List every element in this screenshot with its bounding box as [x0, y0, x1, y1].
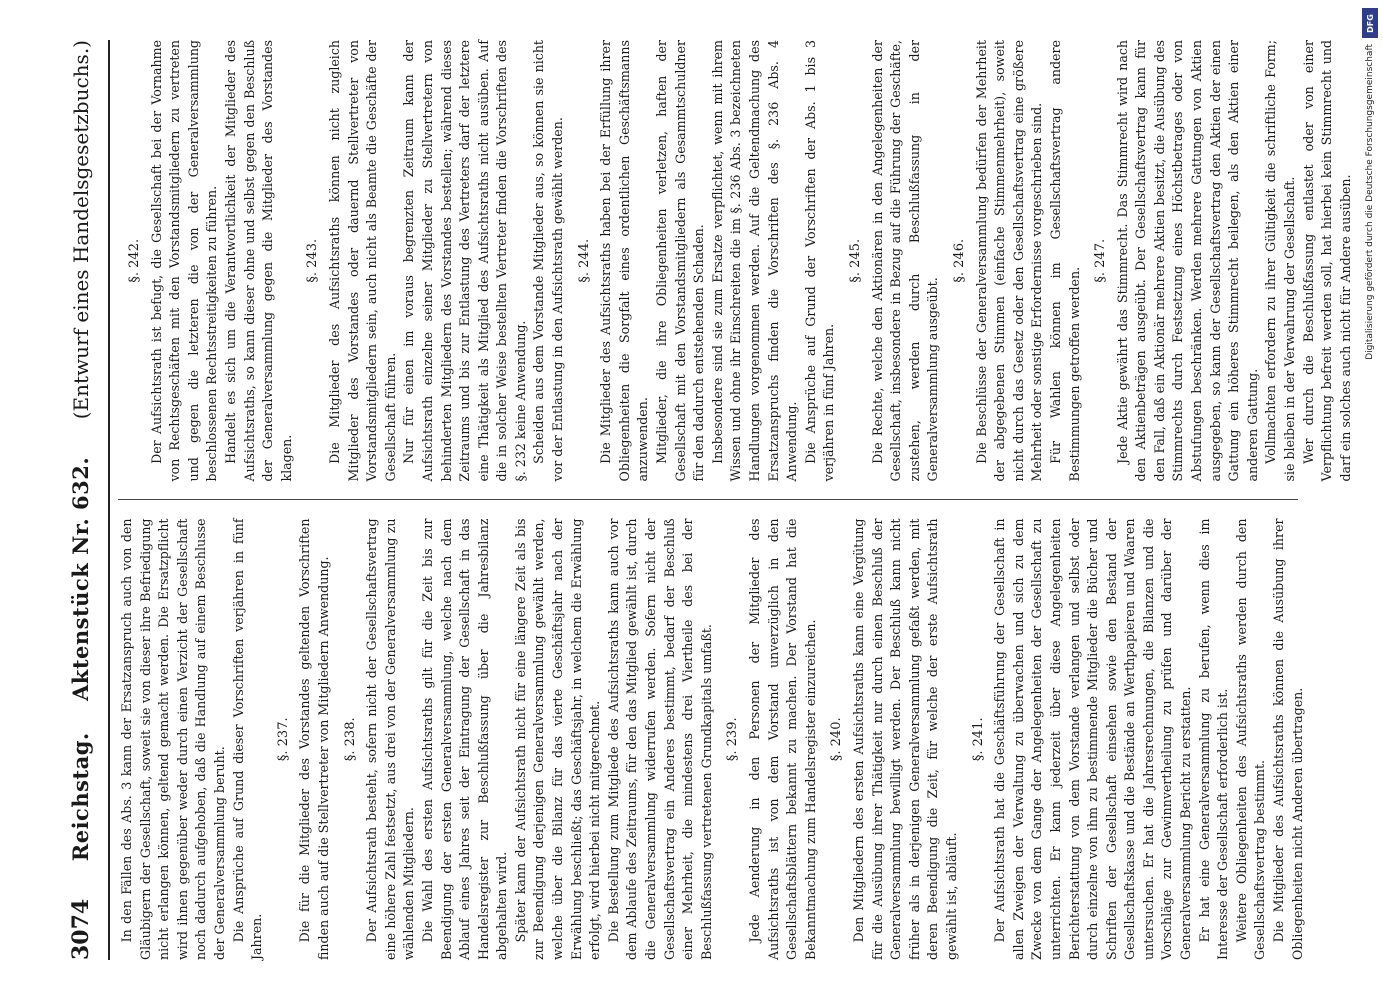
section-heading: §. 246. — [951, 238, 967, 283]
paragraph: Für Wahlen können im Gesellschaftsvertrag andere Bestimmungen getroffen werden. — [1047, 40, 1082, 482]
paragraph: Wer durch die Beschlußfassung entlastet oder von einer Verpflichtung befreit werden soll, hat hierbei kein Stimmrecht und darf ein solches auch nicht für Andere ausüben. — [1300, 40, 1353, 482]
column-divider — [118, 500, 1298, 501]
section-heading: §. 243. — [305, 238, 321, 283]
paragraph: Nur für einen im voraus begrenzten Zeitraum kann der Aufsichtsrath einzelne seiner Mitglieder zu Stellvertretern von behinderten Mitgliedern des Vorstandes bestellen; während dieses Zeitraums und bis zur Entlastung des Vertreters darf der letztere eine Thätigkeit als Mitglied des Aufsichtsraths nicht ausüben. Auf die in solcher Weise bestellten Vertreter finden die Vorschriften des §. 232 keine Anwendung. — [401, 40, 528, 482]
section-heading: §. 239. — [725, 717, 741, 762]
paragraph: Später kann der Aufsichtsrath nicht für eine längere Zeit als bis zur Beendigung derjenigen Generalversammlung gewählt werden, welche über die Bilanz für das vierte Geschäftsjahr nach der Erwählung beschließt; das Geschäftsjahr, in welchem die Erwählung erfolgt, wird hierbei nicht mitgerechnet. — [512, 518, 603, 960]
paragraph: Die Rechte, welche den Aktionären in den Angelegenheiten der Gesellschaft, insbesondere in Bezug auf die Führung der Geschäfte, zustehen, werden durch Beschlußfassung in der Generalversammlung ausgeübt. — [869, 40, 941, 482]
section-heading: §. 245. — [847, 238, 863, 283]
digitization-side-label — [1359, 0, 1381, 1000]
left-column — [118, 518, 1305, 961]
paragraph: Der Aufsichtsrath besteht, sofern nicht der Gesellschaftsvertrag eine höhere Zahl festsetzt, aus drei von der Generalversammlung zu wählenden Mitgliedern. — [364, 518, 417, 960]
paragraph: Weitere Obliegenheiten des Aufsichtsraths werden durch den Gesellschaftsvertrag bestimmt. — [1233, 518, 1268, 960]
paragraph: Den Mitgliedern des ersten Aufsichtsraths kann eine Vergütung für die Ausübung ihrer Thätigkeit nur durch einen Beschluß der Generalversammlung bewilligt werden. Der Beschluß kann nicht früher als in derjenigen Generalversammlung gefaßt werden, mit deren Beendigung die Zeit, für welche der erste Aufsichtsrath gewählt ist, abläuft. — [850, 518, 959, 960]
paragraph: Jede Aktie gewährt das Stimmrecht. Das Stimmrecht wird nach den Aktienbeträgen ausgeübt. Der Gesellschaftsvertrag kann für den Fall, daß ein Aktionär mehrere Aktien besitzt, die Ausübung des Stimmrechts durch Festsetzung eines Höchstbetrages oder von Abstufungen beschränken. Werden mehrere Gattungen von Aktien ausgegeben, so kann der Gesellschaftsvertrag den Aktien der einen Gattung ein höheres Stimmrecht beilegen, als den Aktien einer anderen Gattung. — [1114, 40, 1260, 482]
paragraph: Der Aufsichtsrath ist befugt, die Gesellschaft bei der Vornahme von Rechtsgeschäften mit den Vorstandsmitgliedern zu vertreten und gegen die letzteren die von der Generalversammlung beschlossenen Rechtsstreitigkeiten zu führen. — [148, 40, 220, 482]
paragraph: Die Mitglieder des Aufsichtsraths können nicht zugleich Mitglieder des Vorstandes oder dauernd Stellvertreter von Vorstandsmitgliedern sein, auch nicht als Beamte die Geschäfte der Gesellschaft führen. — [326, 40, 398, 482]
paragraph: Scheiden aus dem Vorstande Mitglieder aus, so können sie nicht vor der Entlastung in den Aufsichtsrath gewählt werden. — [531, 40, 566, 482]
section-heading: §. 241. — [970, 717, 986, 762]
paragraph: Die Wahl des ersten Aufsichtsraths gilt für die Zeit bis zur Beendigung der ersten Generalversammlung, welche nach dem Ablauf eines Jahres seit der Eintragung der Gesellschaft in das Handelsregister zur Beschlußfassung über die Jahresbilanz abgehalten wird. — [419, 518, 510, 960]
section-heading: §. 247. — [1093, 238, 1109, 283]
page-number: 3074 — [68, 898, 94, 960]
section-heading: §. 237. — [275, 717, 291, 762]
paragraph: Der Aufsichtsrath hat die Geschäftsführung der Gesellschaft in allen Zweigen der Verwaltung zu überwachen und sich zu dem Zwecke von dem Gange der Angelegenheiten der Gesellschaft zu unterrichten. Er kann jederzeit über diese Angelegenheiten Berichterstattung von dem Vorstande verlangen und selbst oder durch einzelne von ihm zu bestimmende Mitglieder die Bücher und Schriften der Gesellschaft einsehen sowie den Bestand der Gesellschaftskasse und die Bestände an Werthpapieren und Waaren untersuchen. Er hat die Jahresrechnungen, die Bilanzen und die Vorschläge zur Gewinnvertheilung zu prüfen und darüber der Generalversammlung Bericht zu erstatten. — [992, 518, 1194, 960]
paragraph: Die Mitglieder des Aufsichtsraths können die Ausübung ihrer Obliegenheiten nicht Anderen übertragen. — [1271, 518, 1305, 960]
paragraph: Mitglieder, die ihre Obliegenheiten verletzen, haften der Gesellschaft mit den Vorstandsmitgliedern als Gesammtschuldner für den dadurch entstehenden Schaden. — [654, 40, 707, 482]
paragraph: Die Bestellung zum Mitgliede des Aufsichtsraths kann auch vor dem Ablaufe des Zeitraums, für den das Mitglied gewählt ist, durch die Generalversammlung widerrufen werden. Sofern nicht der Gesellschaftsvertrag ein Anderes bestimmt, bedarf der Beschluß einer Mehrheit, die mindestens drei Viertheile des bei der Beschlußfassung vertretenen Grundkapitals umfaßt. — [605, 518, 714, 960]
document-number: Aktenstück Nr. 632. — [68, 456, 93, 702]
paragraph: Die Beschlüsse der Generalversammlung bedürfen der Mehrheit der abgegebenen Stimmen (einfache Stimmenmehrheit), soweit nicht durch das Gesetz oder den Gesellschaftsvertrag eine größere Mehrheit oder sonstige Erfordernisse vorgeschrieben sind. — [973, 40, 1045, 482]
paragraph: Vollmachten erfordern zu ihrer Gültigkeit die schriftliche Form; sie bleiben in der Verwahrung der Gesellschaft. — [1263, 40, 1298, 482]
paragraph: Die Ansprüche auf Grund der Vorschriften der Abs. 1 bis 3 verjähren in fünf Jahren. — [802, 40, 837, 482]
dfg-logo: DFG — [1362, 8, 1378, 38]
publication-title — [68, 457, 93, 861]
digitization-credit: Digitalisierung gefördert durch die Deutsche Forschungsgemeinschaft — [1365, 44, 1375, 360]
section-heading: §. 244. — [576, 238, 592, 283]
document-subtitle: (Entwurf eines Handelsgesetzbuchs.) — [69, 40, 93, 420]
paragraph: Die Mitglieder des Aufsichtsraths haben bei der Erfüllung ihrer Obliegenheiten die Sorgfalt eines ordentlichen Geschäftsmanns anzuwenden. — [598, 40, 651, 482]
paragraph: Handelt es sich um die Verantwortlichkeit der Mitglieder des Aufsichtsraths, so kann dieser ohne und selbst gegen den Beschluß der Generalversammlung gegen die Mitglieder des Vorstandes klagen. — [222, 40, 294, 482]
section-heading: §. 238. — [342, 717, 358, 762]
page-header — [68, 40, 110, 960]
paragraph: Jede Aenderung in den Personen der Mitglieder des Aufsichtsraths ist von dem Vorstand unverzüglich in den Gesellschaftsblättern bekannt zu machen. Der Vorstand hat die Bekanntmachung zum Handelsregister einzureichen. — [747, 518, 818, 960]
document-page — [42, 0, 1353, 1000]
paragraph: Insbesondere sind sie zum Ersatze verpflichtet, wenn mit ihrem Wissen und ohne ihr Einschreiten die im §. 236 Abs. 3 bezeichneten Handlungen vorgenommen werden. Auf die Geltendmachung des Ersatzanspruchs finden die Vorschriften des §. 236 Abs. 4 Anwendung. — [709, 40, 800, 482]
right-column — [118, 40, 1353, 482]
paragraph: Er hat eine Generalversammlung zu berufen, wenn dies im Interesse der Gesellschaft erforderlich ist. — [1196, 518, 1231, 960]
publication-name: Reichstag. — [68, 732, 93, 862]
text-columns — [118, 40, 1353, 960]
paragraph: In den Fällen des Abs. 3 kann der Ersatzanspruch auch von den Gläubigern der Gesellschaft, soweit sie von dieser ihre Befriedigung nicht erlangen können, geltend gemacht werden. Die Ersatzpflicht wird ihnen gegenüber weder durch einen Verzicht der Gesellschaft noch dadurch aufgehoben, daß die Handlung auf einem Beschlusse der Generalversammlung beruht. — [119, 518, 227, 960]
section-heading: §. 240. — [829, 717, 845, 762]
paragraph: Die für die Mitglieder des Vorstandes geltenden Vorschriften finden auch auf die Stellvertreter von Mitgliedern Anwendung. — [297, 518, 331, 960]
section-heading: §. 242. — [127, 238, 142, 283]
paragraph: Die Ansprüche auf Grund dieser Vorschriften verjähren in fünf Jahren. — [230, 518, 265, 960]
